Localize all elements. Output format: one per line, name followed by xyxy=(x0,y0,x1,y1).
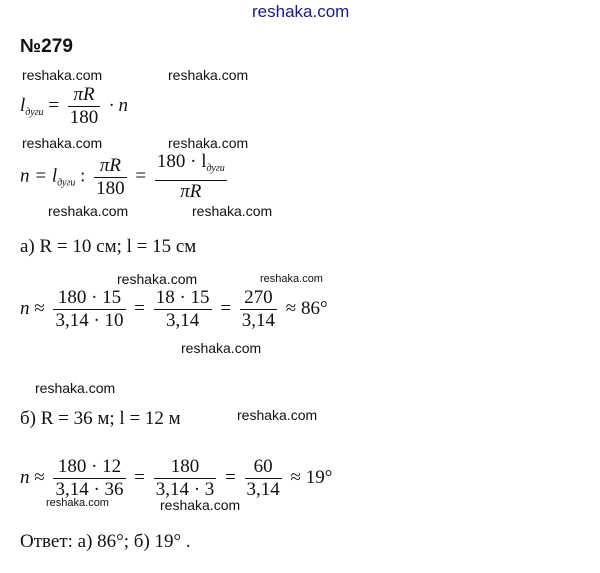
result-value: ≈ 19° xyxy=(290,466,333,488)
fraction-numerator xyxy=(155,151,227,181)
watermark-label: reshaka.com xyxy=(260,273,323,285)
watermark-label: reshaka.com xyxy=(237,407,318,423)
formula-tail: · n xyxy=(109,94,129,116)
part-b-computation xyxy=(20,456,332,501)
numerator-text: 180 · l xyxy=(156,151,207,172)
watermark-label: reshaka.com xyxy=(168,135,249,151)
fraction-numerator: πR xyxy=(94,155,127,178)
formula-subscript: дуги xyxy=(206,163,225,174)
fraction-denominator: 3,14 xyxy=(166,310,200,331)
equals-sign: = xyxy=(134,466,145,488)
equals-sign: = xyxy=(135,165,147,187)
watermark-label: reshaka.com xyxy=(168,67,249,83)
equals-sign: = xyxy=(225,466,236,488)
site-watermark-top: reshaka.com xyxy=(252,2,350,21)
fraction-numerator: 18 · 15 xyxy=(155,287,210,308)
approx-sign: ≈ xyxy=(34,466,45,488)
watermark-label: reshaka.com xyxy=(181,340,262,356)
fraction-denominator: 3,14 · 10 xyxy=(55,310,124,331)
formula-subscript: дуги xyxy=(57,177,76,189)
watermark-label: reshaka.com xyxy=(46,497,109,509)
fraction xyxy=(53,456,125,501)
fraction xyxy=(154,287,212,332)
fraction xyxy=(240,287,277,332)
n-formula xyxy=(20,151,231,203)
answer-line: Ответ: а) 86°; б) 19° . xyxy=(20,531,191,552)
fraction-denominator: πR xyxy=(180,181,202,202)
fraction-denominator: 3,14 xyxy=(241,310,276,331)
arc-length-formula xyxy=(20,84,128,129)
problem-number: №279 xyxy=(20,36,73,57)
watermark-label: reshaka.com xyxy=(48,203,129,219)
fraction xyxy=(53,287,125,332)
watermark-label: reshaka.com xyxy=(192,203,273,219)
fraction-numerator: 270 xyxy=(240,287,277,310)
division-sign: : xyxy=(80,165,86,187)
fraction-numerator: 60 xyxy=(245,456,282,479)
fraction-numerator: πR xyxy=(68,84,101,107)
formula-lhs: n = l xyxy=(20,165,58,187)
fraction xyxy=(155,151,227,203)
fraction-denominator: 180 xyxy=(69,107,99,128)
equals-sign: = xyxy=(220,297,232,319)
approx-sign: ≈ xyxy=(34,297,45,319)
watermark-label: reshaka.com xyxy=(160,497,241,513)
part-a-given: а) R = 10 см; l = 15 см xyxy=(20,236,197,257)
fraction xyxy=(68,84,101,129)
variable-n: n xyxy=(20,297,30,319)
watermark-label: reshaka.com xyxy=(22,135,103,151)
variable-n: n xyxy=(20,466,30,488)
part-a-computation xyxy=(20,287,328,332)
watermark-label: reshaka.com xyxy=(22,67,103,83)
equals-sign: = xyxy=(134,297,145,319)
equals-sign: = xyxy=(48,94,60,116)
fraction-denominator: 3,14 · 36 xyxy=(55,479,124,500)
formula-subscript: дуги xyxy=(25,106,44,118)
fraction-denominator: 180 xyxy=(96,177,125,199)
watermark-label: reshaka.com xyxy=(35,380,116,396)
fraction xyxy=(245,456,282,501)
part-b-given: б) R = 36 м; l = 12 м xyxy=(20,408,181,429)
watermark-label: reshaka.com xyxy=(117,271,198,287)
fraction-denominator: 3,14 · 3 xyxy=(155,479,215,500)
fraction xyxy=(154,456,217,501)
fraction-numerator: 180 · 12 xyxy=(53,456,125,479)
result-value: ≈ 86° xyxy=(285,297,328,319)
fraction-numerator: 180 xyxy=(154,456,217,479)
fraction-numerator: 180 · 15 xyxy=(53,287,125,310)
fraction xyxy=(94,155,127,200)
formula-symbol: l xyxy=(20,94,26,116)
fraction-denominator: 3,14 xyxy=(246,479,280,500)
